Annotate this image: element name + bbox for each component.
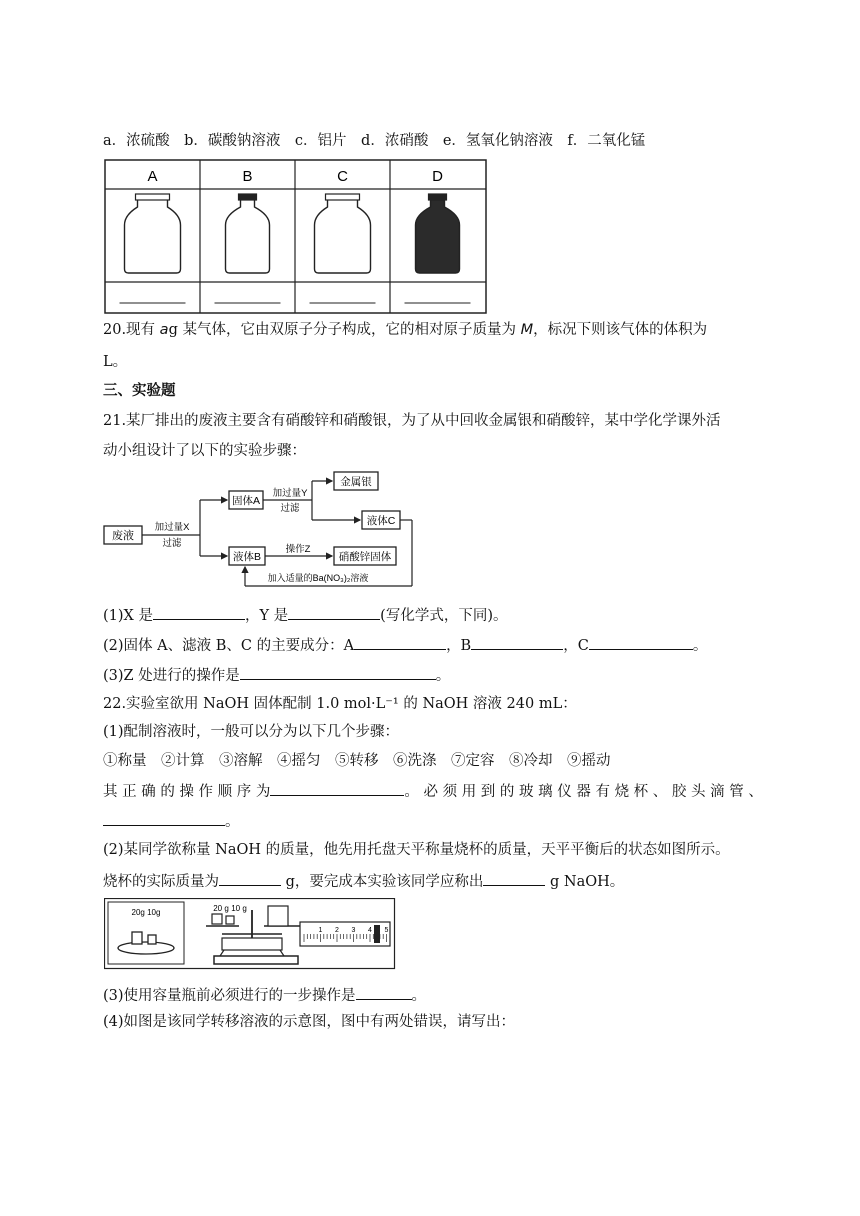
q22-order-text-b: 。 必 须 用 到 的 玻 璃 仪 器 有 烧 杯 、 胶 头 滴 管 、 [404, 784, 763, 800]
reagent-bottle-table [104, 159, 488, 315]
q20-text-c: ，标况下则该气体的体积为 [533, 322, 708, 338]
q21-flow-diagram [100, 466, 420, 594]
q22-sub4: (4)如图是该同学转移溶液的示意图，图中有两处错误，请写出： [103, 1014, 516, 1030]
q22-steps: ①称量 ②计算 ③溶解 ④摇匀 ⑤转移 ⑥洗涤 ⑦定容 ⑧冷却 ⑨摇动 [103, 753, 611, 769]
ruler-number: 2 [335, 927, 339, 934]
q20-text-a: 20.现有 [103, 322, 160, 338]
bottle-stopper-icon [326, 194, 360, 200]
q22-sub2-line2 [103, 870, 624, 892]
var-m: M [520, 322, 534, 338]
weight-10-label: 10 g [231, 904, 247, 913]
q21-sub1-text-c: (写化学式，下同)。 [380, 608, 508, 624]
beaker-icon [268, 906, 288, 926]
answer-blank-naoh-mass[interactable] [483, 870, 545, 886]
weight-20g-icon [132, 932, 142, 944]
q21-line1: 21.某厂排出的废液主要含有硝酸锌和硝酸银，为了从中回收金属银和硝酸锌，某中学化学课外活 [103, 413, 721, 429]
ruler-number: 5 [384, 927, 389, 934]
q22-sub3-text-a: (3)使用容量瓶前必须进行的一步操作是 [103, 988, 356, 1004]
balance-figure [104, 898, 396, 970]
q22-sub2-line1: (2)某同学欲称量 NaOH 的质量，他先用托盘天平称量烧杯的质量，天平平衡后的状态如图所示。 [103, 842, 730, 858]
liquid-c-box: 液体C [366, 515, 396, 527]
q21-sub1-text-a: (1)X 是 [103, 608, 153, 624]
q22-sub3-text-b: 。 [411, 988, 427, 1004]
bottle-label-d: D [432, 168, 443, 185]
q22-order-line2 [103, 810, 240, 832]
q21-sub1 [103, 604, 508, 626]
answer-blank-y[interactable] [288, 604, 380, 620]
op-z-label: 操作Z [285, 544, 311, 555]
q20-text-b: g 某气体，它由双原子分子构成，它的相对原子质量为 [168, 322, 521, 338]
bottle-stopper-icon [429, 194, 447, 200]
waste-box: 废液 [112, 530, 134, 542]
step2-bottom-label: 过滤 [280, 503, 300, 514]
bottle-stopper-icon [136, 194, 170, 200]
q21-sub2 [103, 634, 707, 656]
reagent-bottle-icon [416, 199, 460, 273]
answer-blank-x[interactable] [153, 604, 245, 620]
bottle-stopper-icon [239, 194, 257, 200]
q21-sub2-text-a: (2)固体 A、滤液 B、C 的主要成分：A [103, 638, 355, 654]
ruler-number: 3 [351, 927, 356, 934]
reagent-bottle-icon [226, 199, 270, 273]
q22-line1: 22.实验室欲用 NaOH 固体配制 1.0 mol·L⁻¹ 的 NaOH 溶液 240 mL： [103, 696, 577, 712]
reagent-bottle-icon [125, 199, 181, 273]
q19-options: a．浓硫酸 b．碳酸钠溶液 c．铝片 d．浓硝酸 e．氢氧化钠溶液 f．二氧化锰 [103, 133, 646, 149]
q20-line2: L。 [103, 354, 128, 370]
liquid-b-box: 液体B [232, 551, 262, 563]
ruler-number: 4 [368, 927, 372, 934]
zinc-nitrate-box: 硝酸锌固体 [338, 551, 392, 563]
q22-sub2-text-b: g，要完成本实验该同学应称出 [281, 874, 484, 890]
q21-sub3 [103, 664, 450, 686]
weight-20-label: 20 g [213, 904, 229, 913]
return-label: 加入适量的Ba(NO₃)₂溶液 [267, 573, 369, 583]
rider-icon [374, 925, 380, 943]
q22-sub1: (1)配制溶液时，一般可以分为以下几个步骤： [103, 724, 400, 740]
answer-blank-beaker-mass[interactable] [219, 870, 281, 886]
step1-top-label: 加过量X [154, 522, 190, 533]
answer-blank-check[interactable] [356, 984, 412, 1000]
q21-sub2-text-c: ，C [563, 638, 589, 654]
answer-blank-b[interactable] [471, 634, 563, 650]
solid-a-box: 固体A [231, 495, 261, 507]
q21-line2: 动小组设计了以下的实验步骤： [103, 443, 306, 459]
answer-blank-z[interactable] [240, 664, 436, 680]
step2-top-label: 加过量Y [272, 488, 308, 499]
q20-line1 [103, 320, 707, 340]
answer-blank-c[interactable] [589, 634, 693, 650]
inset-pan-labels: 20g 10g [131, 908, 161, 917]
q22-order-text-a: 其 正 确 的 操 作 顺 序 为 [103, 784, 271, 800]
bottle-label-c: C [337, 168, 348, 185]
q21-sub1-text-b: ，Y 是 [244, 608, 289, 624]
q22-sub2-text-c: g NaOH。 [545, 874, 625, 890]
q21-sub2-text-b: ，B [446, 638, 472, 654]
q22-sub3 [103, 984, 426, 1006]
q21-sub3-text-b: 。 [435, 668, 451, 684]
step1-bottom-label: 过滤 [162, 538, 182, 549]
answer-blank-order[interactable] [270, 780, 404, 796]
q22-order-line [103, 780, 763, 802]
q22-order-end: 。 [225, 814, 240, 830]
ruler-number: 1 [318, 927, 323, 934]
bottle-label-b: B [242, 168, 253, 185]
answer-blank-glassware[interactable] [103, 810, 225, 826]
q21-sub3-text-a: (3)Z 处进行的操作是 [103, 668, 240, 684]
section-title: 三、实验题 [103, 383, 176, 399]
silver-box: 金属银 [340, 476, 372, 488]
q22-sub2-text-a: 烧杯的实际质量为 [103, 874, 219, 890]
bottle-label-a: A [147, 168, 158, 185]
q21-sub2-text-d: 。 [692, 638, 708, 654]
weight-10g-icon [148, 935, 156, 944]
reagent-bottle-icon [315, 199, 371, 273]
answer-blank-a[interactable] [354, 634, 446, 650]
var-a: a [159, 322, 169, 338]
